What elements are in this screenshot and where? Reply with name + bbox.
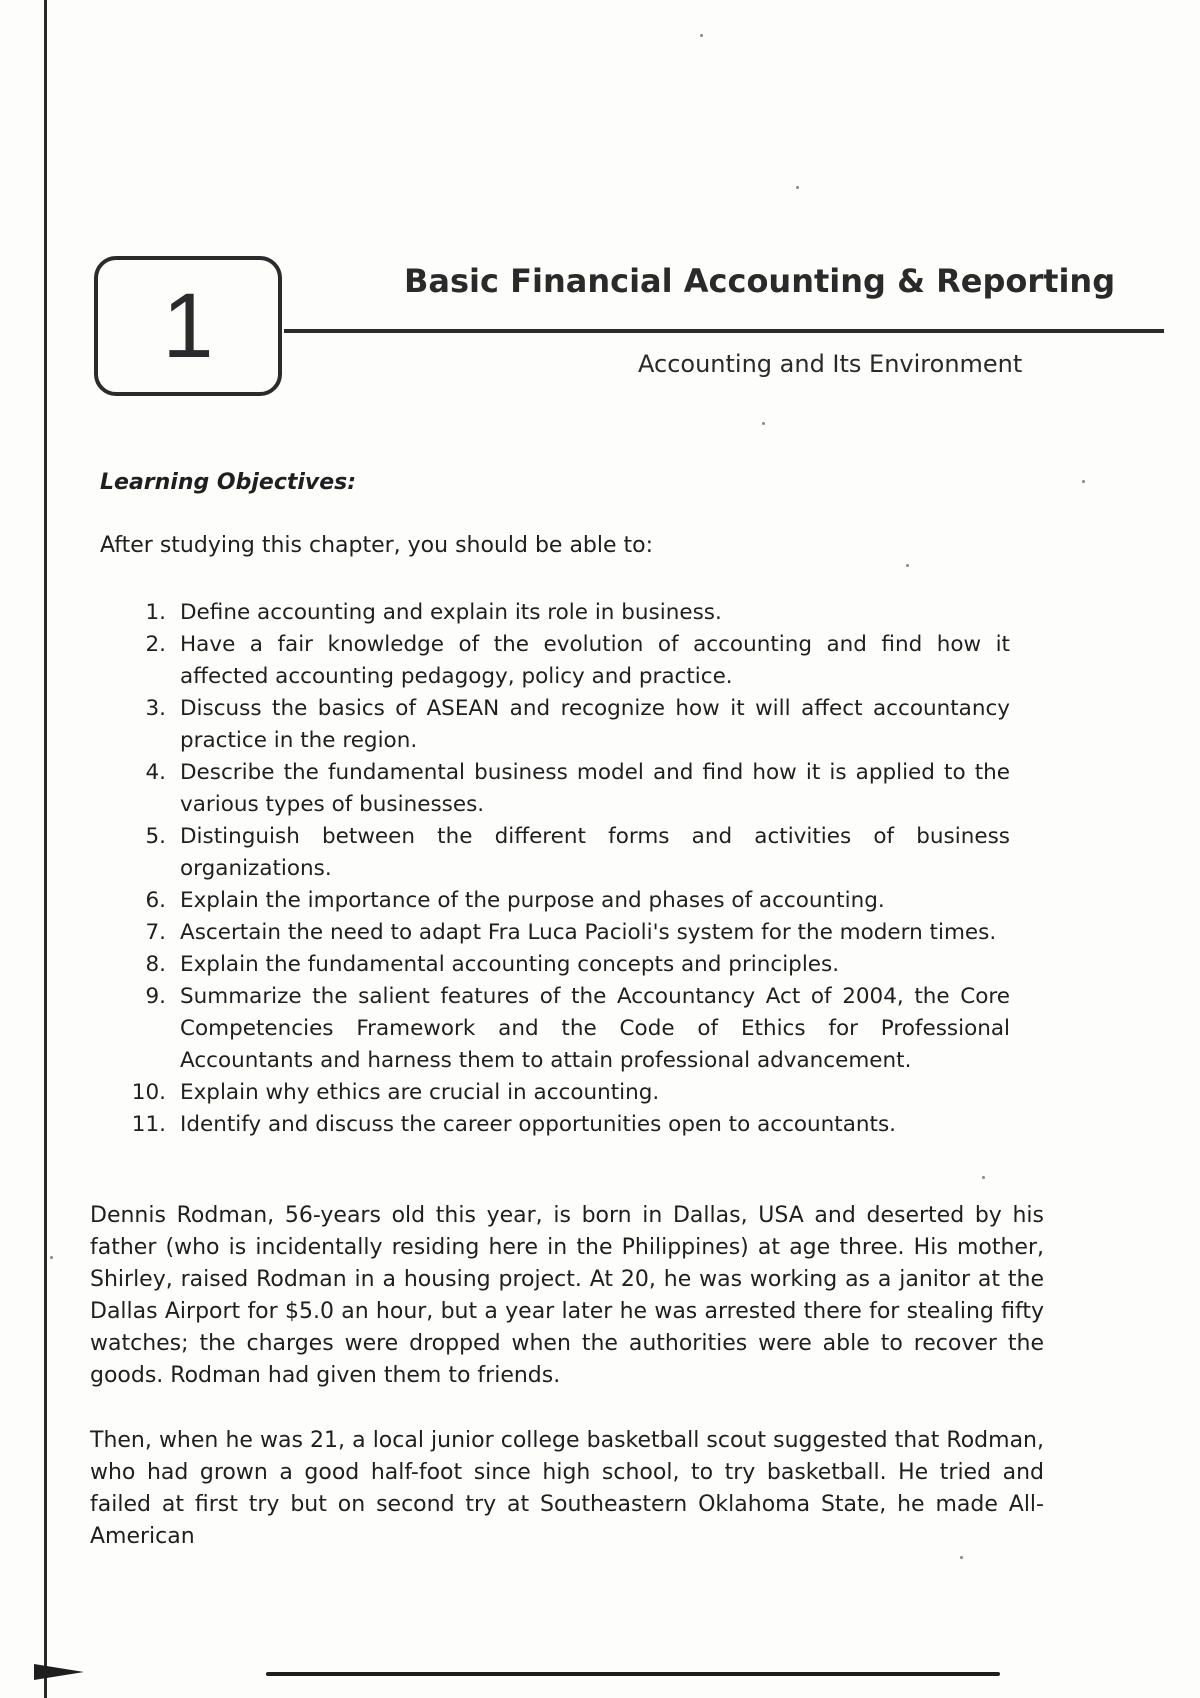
list-item	[110, 597, 1010, 629]
scan-speck	[762, 422, 765, 425]
scan-speck	[796, 186, 799, 189]
learning-objectives-list	[110, 597, 1010, 1141]
list-item-text: Explain why ethics are crucial in accounting.	[180, 1080, 660, 1105]
learning-objectives-intro: After studying this chapter, you should be able to:	[100, 533, 654, 558]
list-item	[110, 693, 1010, 757]
chapter-number-box	[94, 256, 282, 396]
list-item-text: Identify and discuss the career opportunities open to accountants.	[180, 1112, 896, 1137]
scan-speck	[982, 1176, 985, 1179]
list-item-text: Distinguish between the different forms and activities of business organizations.	[180, 824, 1010, 881]
list-item-number: 5.	[145, 824, 166, 849]
list-item-text: Describe the fundamental business model and find how it is applied to the various types of businesses.	[180, 760, 1010, 817]
scan-speck	[960, 1556, 963, 1559]
list-item	[110, 1077, 1010, 1109]
list-item	[110, 757, 1010, 821]
list-item	[110, 949, 1010, 981]
list-item-number: 7.	[145, 920, 166, 945]
list-item	[110, 981, 1010, 1077]
list-item-number: 11.	[131, 1112, 166, 1137]
list-item	[110, 821, 1010, 885]
chapter-number: 1	[162, 275, 214, 377]
scan-speck	[700, 34, 703, 37]
list-item-text: Ascertain the need to adapt Fra Luca Pacioli's system for the modern times.	[180, 920, 997, 945]
scan-speck	[906, 564, 909, 567]
list-item	[110, 885, 1010, 917]
chapter-heading-rule	[284, 329, 1164, 333]
list-item-number: 10.	[131, 1080, 166, 1105]
list-item	[110, 1109, 1010, 1141]
list-item-text: Define accounting and explain its role in business.	[180, 600, 722, 625]
chapter-subtitle: Accounting and Its Environment	[638, 350, 1023, 378]
list-item-text: Have a fair knowledge of the evolution of accounting and find how it affected accounting pedagogy, policy and practice.	[180, 632, 1010, 689]
list-item-text: Explain the importance of the purpose and phases of accounting.	[180, 888, 885, 913]
bottom-rule	[266, 1672, 1000, 1676]
body-paragraph-2: Then, when he was 21, a local junior college basketball scout suggested that Rodman, who had grown a good half-foot since high school, to try basketball. He tried and failed at first try but on second try at Southeastern Oklahoma State, he made All-American	[90, 1428, 1044, 1549]
learning-objectives-heading: Learning Objectives:	[100, 470, 357, 495]
list-item-text: Summarize the salient features of the Accountancy Act of 2004, the Core Competencies Framework and the Code of Ethics for Professional Accountants and harness them to attain professional advancement.	[180, 984, 1010, 1073]
list-item-number: 1.	[145, 600, 166, 625]
list-item	[110, 629, 1010, 693]
list-item-number: 6.	[145, 888, 166, 913]
list-item-text: Discuss the basics of ASEAN and recognize how it will affect accountancy practice in the region.	[180, 696, 1010, 753]
body-paragraph-1: Dennis Rodman, 56-years old this year, is born in Dallas, USA and deserted by his father (who is incidentally residing here in the Philippines) at age three. His mother, Shirley, raised Rodman in a housing project. At 20, he was working as a janitor at the Dallas Airport for $5.0 an hour, but a year later he was arrested there for stealing fifty watches; the charges were dropped when the authorities were able to recover the goods. Rodman had given them to friends.	[90, 1203, 1044, 1388]
page-left-edge	[44, 0, 47, 1698]
list-item-number: 8.	[145, 952, 166, 977]
chapter-title: Basic Financial Accounting & Reporting	[404, 262, 1116, 300]
scan-speck	[50, 1256, 53, 1259]
list-item-number: 9.	[145, 984, 166, 1009]
bottom-arrow-mark	[34, 1664, 84, 1680]
list-item	[110, 917, 1010, 949]
scan-speck	[1082, 480, 1085, 483]
list-item-text: Explain the fundamental accounting concepts and principles.	[180, 952, 840, 977]
list-item-number: 2.	[145, 632, 166, 657]
list-item-number: 3.	[145, 696, 166, 721]
list-item-number: 4.	[145, 760, 166, 785]
